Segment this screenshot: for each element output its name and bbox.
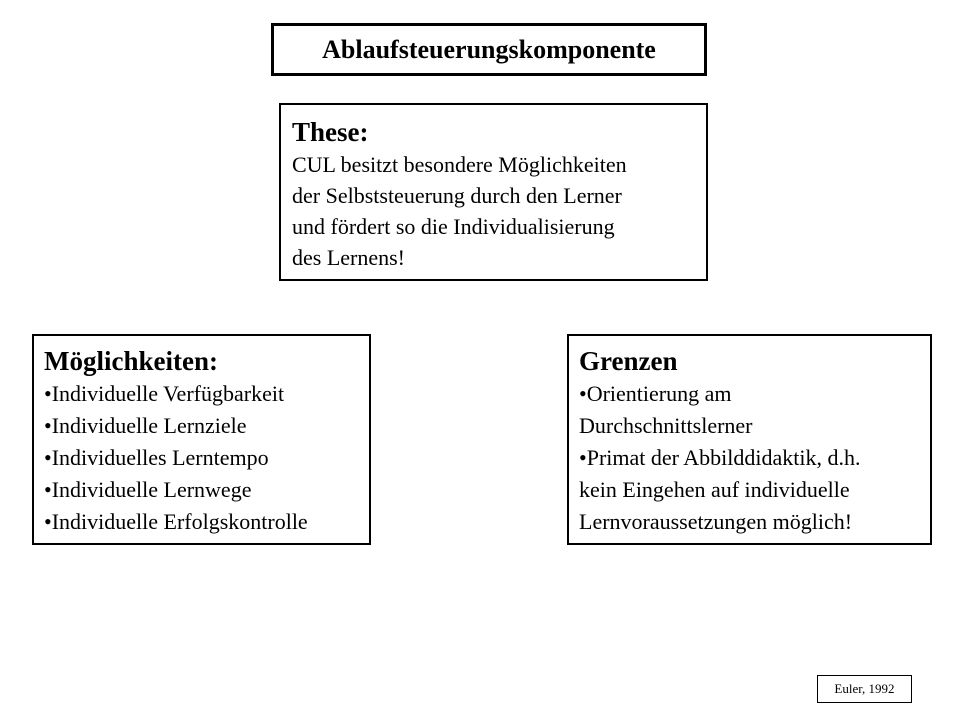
possibilities-item: •Individuelle Lernziele bbox=[44, 413, 247, 438]
title-box bbox=[271, 23, 707, 76]
limits-heading: Grenzen bbox=[579, 346, 678, 376]
limits-item: •Orientierung am bbox=[579, 381, 732, 406]
thesis-heading: These: bbox=[292, 117, 369, 147]
possibilities-item: •Individuelles Lerntempo bbox=[44, 445, 269, 470]
possibilities-heading: Möglichkeiten: bbox=[44, 346, 218, 376]
thesis-box bbox=[279, 103, 708, 281]
limits-box bbox=[567, 334, 932, 545]
possibilities-box bbox=[32, 334, 371, 545]
limits-item: Durchschnittslerner bbox=[579, 413, 753, 438]
citation-box bbox=[817, 675, 912, 703]
possibilities-item: •Individuelle Erfolgskontrolle bbox=[44, 509, 308, 534]
page-title: Ablaufsteuerungskomponente bbox=[322, 34, 656, 64]
citation-text: Euler, 1992 bbox=[834, 681, 895, 696]
limits-item: kein Eingehen auf individuelle bbox=[579, 477, 850, 502]
thesis-line: CUL besitzt besondere Möglichkeiten bbox=[292, 152, 627, 177]
thesis-line: der Selbststeuerung durch den Lerner bbox=[292, 183, 622, 208]
thesis-line: und fördert so die Individualisierung bbox=[292, 214, 615, 239]
possibilities-item: •Individuelle Lernwege bbox=[44, 477, 252, 502]
possibilities-item: •Individuelle Verfügbarkeit bbox=[44, 381, 285, 406]
limits-item: •Primat der Abbilddidaktik, d.h. bbox=[579, 445, 861, 470]
thesis-line: des Lernens! bbox=[292, 245, 406, 270]
limits-item: Lernvoraussetzungen möglich! bbox=[579, 509, 853, 534]
